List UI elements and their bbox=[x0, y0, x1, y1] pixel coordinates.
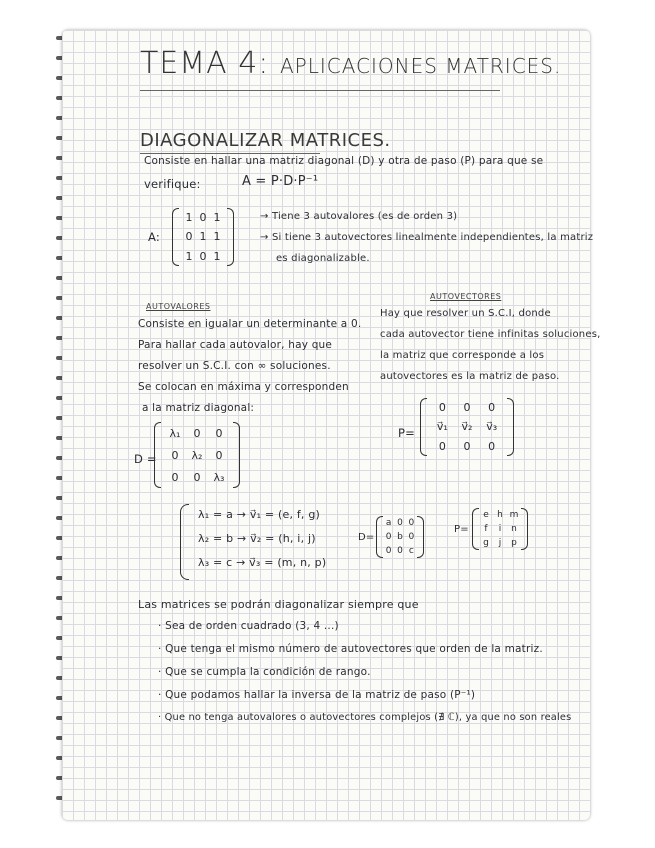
matrix-d2-cell: 0 bbox=[385, 546, 392, 556]
matrix-d2-cell: b bbox=[397, 532, 403, 542]
matrix-p2-grid bbox=[479, 508, 521, 550]
autovalores-line-2: Para hallar cada autovalor, hay que bbox=[138, 339, 333, 351]
autovalores-line-4: Se colocan en máxima y corresponden bbox=[138, 381, 349, 393]
matrix-d-cell: 0 bbox=[171, 470, 179, 484]
autovalores-line-5: a la matriz diagonal: bbox=[142, 402, 255, 414]
matrix-p2-cell: j bbox=[498, 538, 502, 548]
matrix-d-cell: λ₃ bbox=[213, 470, 225, 484]
matrix-p-grid bbox=[430, 398, 504, 456]
condition-item-3: · Que se cumpla la condición de rango. bbox=[158, 666, 371, 678]
notebook-page bbox=[62, 30, 601, 820]
matrix-d2-label: D= bbox=[358, 532, 375, 543]
matrix-p-cell: v⃗₁ bbox=[436, 420, 448, 434]
matrix-d2-right-bracket bbox=[417, 516, 424, 558]
matrix-d2-cell: 0 bbox=[408, 518, 415, 528]
autovectores-line-4: autovectores es la matriz de paso. bbox=[380, 371, 560, 382]
matrix-a-note-3: es diagonalizable. bbox=[276, 253, 370, 264]
system-line-3: λ₃ = c → v⃗₃ = (m, n, p) bbox=[198, 556, 327, 569]
condition-item-2: · Que tenga el mismo número de autovectores que orden de la matriz. bbox=[158, 643, 543, 655]
system-brace bbox=[180, 504, 189, 580]
section-underline bbox=[140, 153, 320, 154]
matrix-d-label: D = bbox=[134, 452, 157, 466]
matrix-p-cell: 0 bbox=[488, 401, 496, 415]
matrix-d2-left-bracket bbox=[376, 516, 383, 558]
matrix-d-cell: 0 bbox=[215, 448, 223, 462]
autovectores-line-2: cada autovector tiene infinitas soluciones, bbox=[380, 329, 601, 340]
autovalores-line-3: resolver un S.C.I. con ∞ soluciones. bbox=[138, 360, 331, 372]
matrix-a-cell: 1 bbox=[199, 230, 207, 244]
matrix-d2 bbox=[376, 516, 424, 558]
matrix-p-cell: 0 bbox=[438, 401, 446, 415]
matrix-p2-cell: f bbox=[484, 524, 488, 534]
matrix-p2-cell: p bbox=[511, 538, 517, 548]
matrix-p2-cell: g bbox=[483, 538, 489, 548]
matrix-d2-cell: c bbox=[408, 546, 414, 556]
autovectores-heading: AUTOVECTORES bbox=[430, 292, 502, 301]
matrix-p2-cell: n bbox=[511, 524, 517, 534]
intro-line-2: verifique: bbox=[144, 177, 201, 191]
matrix-a-right-bracket bbox=[227, 208, 234, 266]
matrix-p-cell: 0 bbox=[463, 401, 471, 415]
autovalores-heading: AUTOVALORES bbox=[146, 302, 211, 311]
condition-item-5: · Que no tenga autovalores o autovectores complejos (∄ ℂ), ya que no son reales bbox=[158, 712, 572, 723]
matrix-p-right-bracket bbox=[507, 398, 514, 456]
matrix-p-cell: v⃗₃ bbox=[486, 420, 498, 434]
matrix-p2-right-bracket bbox=[521, 508, 528, 550]
matrix-a-cell: 1 bbox=[213, 211, 221, 225]
matrix-a-cell: 1 bbox=[185, 211, 193, 225]
matrix-a-cell: 0 bbox=[199, 211, 207, 225]
title-prefix: TEMA 4: bbox=[140, 46, 270, 81]
matrix-d-cell: 0 bbox=[193, 470, 201, 484]
matrix-d bbox=[154, 422, 240, 488]
system-line-1: λ₁ = a → v⃗₁ = (e, f, g) bbox=[198, 508, 321, 521]
intro-line-1: Consiste en hallar una matriz diagonal (D) y otra de paso (P) para que se bbox=[144, 155, 544, 167]
matrix-d-cell: 0 bbox=[215, 426, 223, 440]
matrix-p2-cell: m bbox=[509, 510, 519, 520]
matrix-d2-cell: 0 bbox=[408, 532, 415, 542]
matrix-a-note-2: → Si tiene 3 autovectores linealmente independientes, la matriz bbox=[260, 232, 594, 243]
matrix-p-left-bracket bbox=[420, 398, 427, 456]
matrix-d-cell: 0 bbox=[193, 426, 201, 440]
matrix-d2-grid bbox=[383, 516, 417, 558]
matrix-d-right-bracket bbox=[233, 422, 240, 488]
matrix-a-label: A: bbox=[148, 230, 160, 244]
matrix-p2 bbox=[472, 508, 528, 550]
matrix-a-cell: 0 bbox=[199, 249, 207, 263]
matrix-p-label: P= bbox=[398, 426, 415, 440]
autovectores-line-3: la matriz que corresponde a los bbox=[380, 350, 545, 361]
matrix-p2-left-bracket bbox=[472, 508, 479, 550]
matrix-p-cell: v⃗₂ bbox=[461, 420, 473, 434]
matrix-a-grid bbox=[182, 208, 224, 266]
matrix-d-cell: λ₁ bbox=[169, 426, 181, 440]
matrix-d-cell: 0 bbox=[171, 448, 179, 462]
matrix-d-grid bbox=[164, 422, 230, 488]
intro-formula: A = P·D·P⁻¹ bbox=[242, 174, 319, 189]
section-heading: DIAGONALIZAR MATRICES. bbox=[140, 130, 391, 151]
condition-item-4: · Que podamos hallar la inversa de la matriz de paso (P⁻¹) bbox=[158, 689, 476, 701]
matrix-a-left-bracket bbox=[172, 208, 179, 266]
matrix-d2-cell: 0 bbox=[397, 518, 403, 528]
system-line-2: λ₂ = b → v⃗₂ = (h, i, j) bbox=[198, 532, 316, 545]
title-underline bbox=[140, 90, 500, 91]
matrix-d2-cell: a bbox=[385, 518, 392, 528]
matrix-d2-cell: 0 bbox=[385, 532, 392, 542]
matrix-p2-cell: i bbox=[498, 524, 502, 534]
page-title bbox=[140, 46, 561, 81]
matrix-a-cell: 1 bbox=[185, 249, 193, 263]
matrix-a-cell: 1 bbox=[213, 230, 221, 244]
condition-item-1: · Sea de orden cuadrado (3, 4 ...) bbox=[158, 620, 339, 632]
matrix-d-left-bracket bbox=[154, 422, 161, 488]
autovalores-line-1: Consiste en igualar un determinante a 0. bbox=[138, 318, 362, 330]
matrix-a-note-1: → Tiene 3 autovalores (es de orden 3) bbox=[260, 211, 458, 222]
matrix-p bbox=[420, 398, 514, 456]
matrix-p-cell: 0 bbox=[438, 439, 446, 453]
conditions-intro: Las matrices se podrán diagonalizar siempre que bbox=[138, 598, 419, 611]
matrix-a-cell: 1 bbox=[213, 249, 221, 263]
matrix-p2-label: P= bbox=[454, 524, 469, 535]
matrix-d2-cell: 0 bbox=[397, 546, 403, 556]
matrix-p2-cell: e bbox=[483, 510, 489, 520]
matrix-a-cell: 0 bbox=[185, 230, 193, 244]
matrix-a bbox=[172, 208, 234, 266]
autovectores-line-1: Hay que resolver un S.C.I, donde bbox=[380, 308, 551, 319]
matrix-p-cell: 0 bbox=[488, 439, 496, 453]
matrix-p2-cell: h bbox=[497, 510, 503, 520]
matrix-d-cell: λ₂ bbox=[191, 448, 203, 462]
title-main: APLICACIONES MATRICES. bbox=[279, 54, 562, 78]
matrix-p-cell: 0 bbox=[463, 439, 471, 453]
